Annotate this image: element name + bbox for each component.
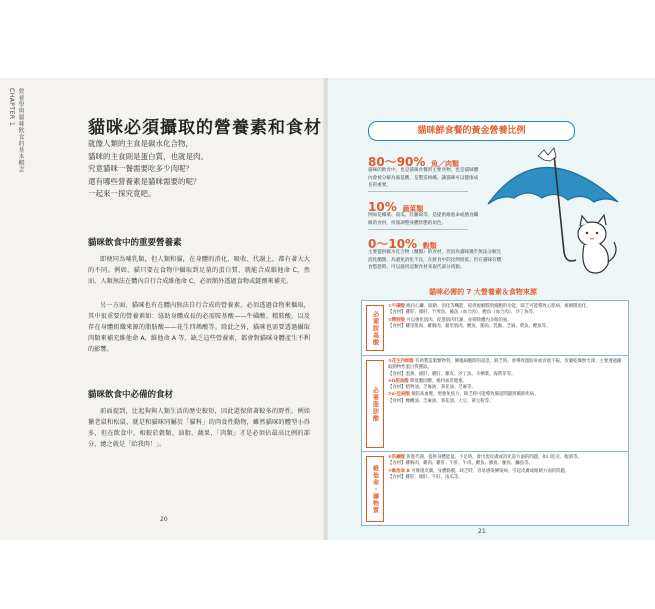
divider <box>368 191 468 192</box>
chapter-tab: CHAPTER 1 <box>8 88 15 127</box>
nutrient-desc: 可修復皮膚，身體黏膜，缺乏時，容易感染傳染病，引起皮膚或眼睛方面的問題。 <box>411 468 570 474</box>
ratio-percent: 0～10% <box>368 237 418 251</box>
page-title: 貓咪必須攝取的營養素和食材 <box>88 118 322 138</box>
nutrient-item <box>388 469 624 482</box>
nutrient-desc: 可以強化肌肉，促進肌肉代謝，並排除體內多餘的氨。 <box>406 317 512 323</box>
nutrient-table-heading: 貓咪必需的 7 大營養素＆食物來源 <box>429 288 537 296</box>
right-page <box>328 78 655 540</box>
nutrient-foods: 【食材】雞胸肉、雞肉、雞肝、牛肝、牛肉、鰹魚、鰺魚、鮪魚、鰤魚等。 <box>388 461 533 467</box>
nutrient-foods: 【食材】雞肝、豬肝、竹筴魚、鮪魚（血合肉）、鰹魚（血合肉）、沙丁魚等。 <box>388 310 538 316</box>
intro-line: 一起來一探究竟吧。 <box>88 189 156 198</box>
nutrient-desc: 預防高血壓，增強免疫力，缺乏時可能導致腸道問題與關節疾病。 <box>411 392 539 398</box>
paragraph: 另一方面，貓咪也有在體內無法自行合成的營養素，必須透過食物來攝取，其中很重要的營養素如：協助身體成長的必需胺基酸——牛磺酸、精胺酸，以及存在身體組織來源的脂肪酸——花生四烯酸等。除此之外，貓咪也需要透過攝取肉類來補充維他命 A，維他命 A 等，缺乏這些營養素，都會對貓咪身體產生不利的影響。 <box>88 302 310 353</box>
ratio-description: 例如花椰菜、南瓜、紅蘿蔔等，是提供維他命或膳食纖維的食材，扮演調整身體狀態的角色。 <box>368 213 479 226</box>
nutrient-desc: 促進代謝，提供身體能量。不足時，會出現皮膚或消化道方面的問題，如口腔炎、腹瀉等。 <box>406 455 582 460</box>
cat-umbrella-illustration <box>480 142 630 282</box>
group-label: 必需脂肪酸 <box>366 360 384 448</box>
ratio-description: 貓咪的飲食中，也是貓咪食餐的主要食物，也是貓咪體內會被分解為胺基酸，是製造組織、讓貓咪可以健康成長的重要。 <box>368 168 479 188</box>
book-spread <box>0 78 655 540</box>
ratio-description: 主要提供碳水化合物（醣類）的食材，但因為貓咪幾乎無法分解且消化醣類，為避免消化不良，在鮮食中的比例很低；但在貓咪有嚼食慾慾時，可以適用這類食材來取代部分肉類。 <box>368 250 502 270</box>
ratio-banner: 貓咪鮮食餐的黃金營養比例 <box>368 121 575 141</box>
nutrient-name: ⑥菸鹼酸 <box>388 455 405 460</box>
nutrient-desc: 有助製造脂類物質，傳遞細胞間的訊息，缺乏時，會導致脂肪肝或食欲不振，皮膚乾燥無光澤。主要透過攝取動物性蛋白質獲取。 <box>388 359 622 371</box>
nutrient-name: ⑦維他命 A <box>388 468 410 474</box>
nutrient-foods: 【食材】植物油、芝麻油、葵花油、芝麻等。 <box>388 385 476 391</box>
group-vitamins-minerals <box>362 451 628 526</box>
left-page <box>0 78 327 540</box>
nutrient-table <box>361 300 629 526</box>
group-amino-acids <box>362 301 628 355</box>
intro-line: 貓咪的主食則是蛋白質，也就是肉。 <box>88 151 208 161</box>
divider <box>368 229 468 230</box>
nutrient-item <box>388 455 624 468</box>
nutrient-item <box>388 359 624 378</box>
ratio-label: 蔬菜類 <box>402 205 424 213</box>
nutrient-desc: 降低膽固醇，維持血管健康。 <box>410 378 468 384</box>
ratio-label: 魚／肉類 <box>431 160 460 168</box>
section-heading-nutrients: 貓咪飲食中的重要營養素 <box>88 238 182 248</box>
nutrient-item <box>388 318 624 331</box>
section-heading-foods: 貓咪飲食中必備的食材 <box>88 390 174 400</box>
intro-text <box>88 138 308 201</box>
ratio-percent: 10% <box>368 200 397 214</box>
nutrient-foods: 【食材】雞肝、豬肝、牛肝、南瓜等。 <box>388 474 463 480</box>
nutrient-name: ④Ω脂油酸 <box>388 378 409 384</box>
intro-line: 還有哪些營養素是貓咪需要的呢？ <box>88 176 201 186</box>
group-label: 維他命・礦物質 <box>366 456 384 522</box>
nutrient-item <box>388 392 624 405</box>
group-fatty-acids <box>362 355 628 452</box>
group-label: 必需胺基酸 <box>366 305 384 351</box>
nutrient-name: ⑤α-亞麻酸 <box>388 392 410 398</box>
nutrient-foods: 【食材】雞里肌肉、雞胸肉、豬里肌肉、鰹魚、鮪魚、乳酪、芝麻、柴魚、鰹魚等。 <box>388 323 551 329</box>
nutrient-item <box>388 379 624 392</box>
nutrient-name: ②精胺酸 <box>388 317 405 323</box>
nutrient-name: ③花生四烯酸 <box>388 359 414 364</box>
page-number: 21 <box>478 528 486 535</box>
paragraph: 即便同為哺乳類，但人類和貓，在身體的消化、吸收、代謝上，都有著大大的不同。例如，貓只要在食物中攝取到足量的蛋白質，就能合成維他命 C，然而，人類無法在體內自行合成維他命 C，必須額外透過食物或錠劑來補充。 <box>88 256 310 285</box>
nutrient-desc: 維持心臟、眼睛、消化等機能，提供視網膜與細胞的功能，缺乏可能導致心肌病、視網膜退化。 <box>406 304 591 309</box>
chapter-running-title: 營養學與貓咪飲食的基本概念 <box>17 88 24 173</box>
paragraph: 前面提到，比起狗與人類生活的歷史較短，因此還保留著較多的野性，例如獵老鼠和松鼠、就是和貓咪同屬於「貓科」的肉食性動物，雖然貓咪的體型小得多，但在飲食中，相較於穀類、油脂、蔬果，「肉類」才是必須佔最高比例的部分，總之就是「給我肉！」。 <box>88 408 310 448</box>
ratio-percent: 80～90% <box>368 155 426 169</box>
intro-line: 就像人類的主食是碳水化合物， <box>88 139 193 148</box>
page-number: 20 <box>160 516 168 523</box>
nutrient-name: ①牛磺酸 <box>388 304 405 309</box>
ratio-label: 穀類 <box>422 242 437 250</box>
nutrient-foods: 【食材】蛋黃、豬肝、雞肝、雞皮、沙丁魚、羊栖菜、海帶芽等。 <box>388 371 516 377</box>
nutrient-item <box>388 304 624 317</box>
intro-line: 究竟貓咪一餐需要吃多少肉呢？ <box>88 164 193 173</box>
nutrient-foods: 【食材】橄欖油、芝麻油、葵花油、大豆、黃豆粉等。 <box>388 398 494 404</box>
